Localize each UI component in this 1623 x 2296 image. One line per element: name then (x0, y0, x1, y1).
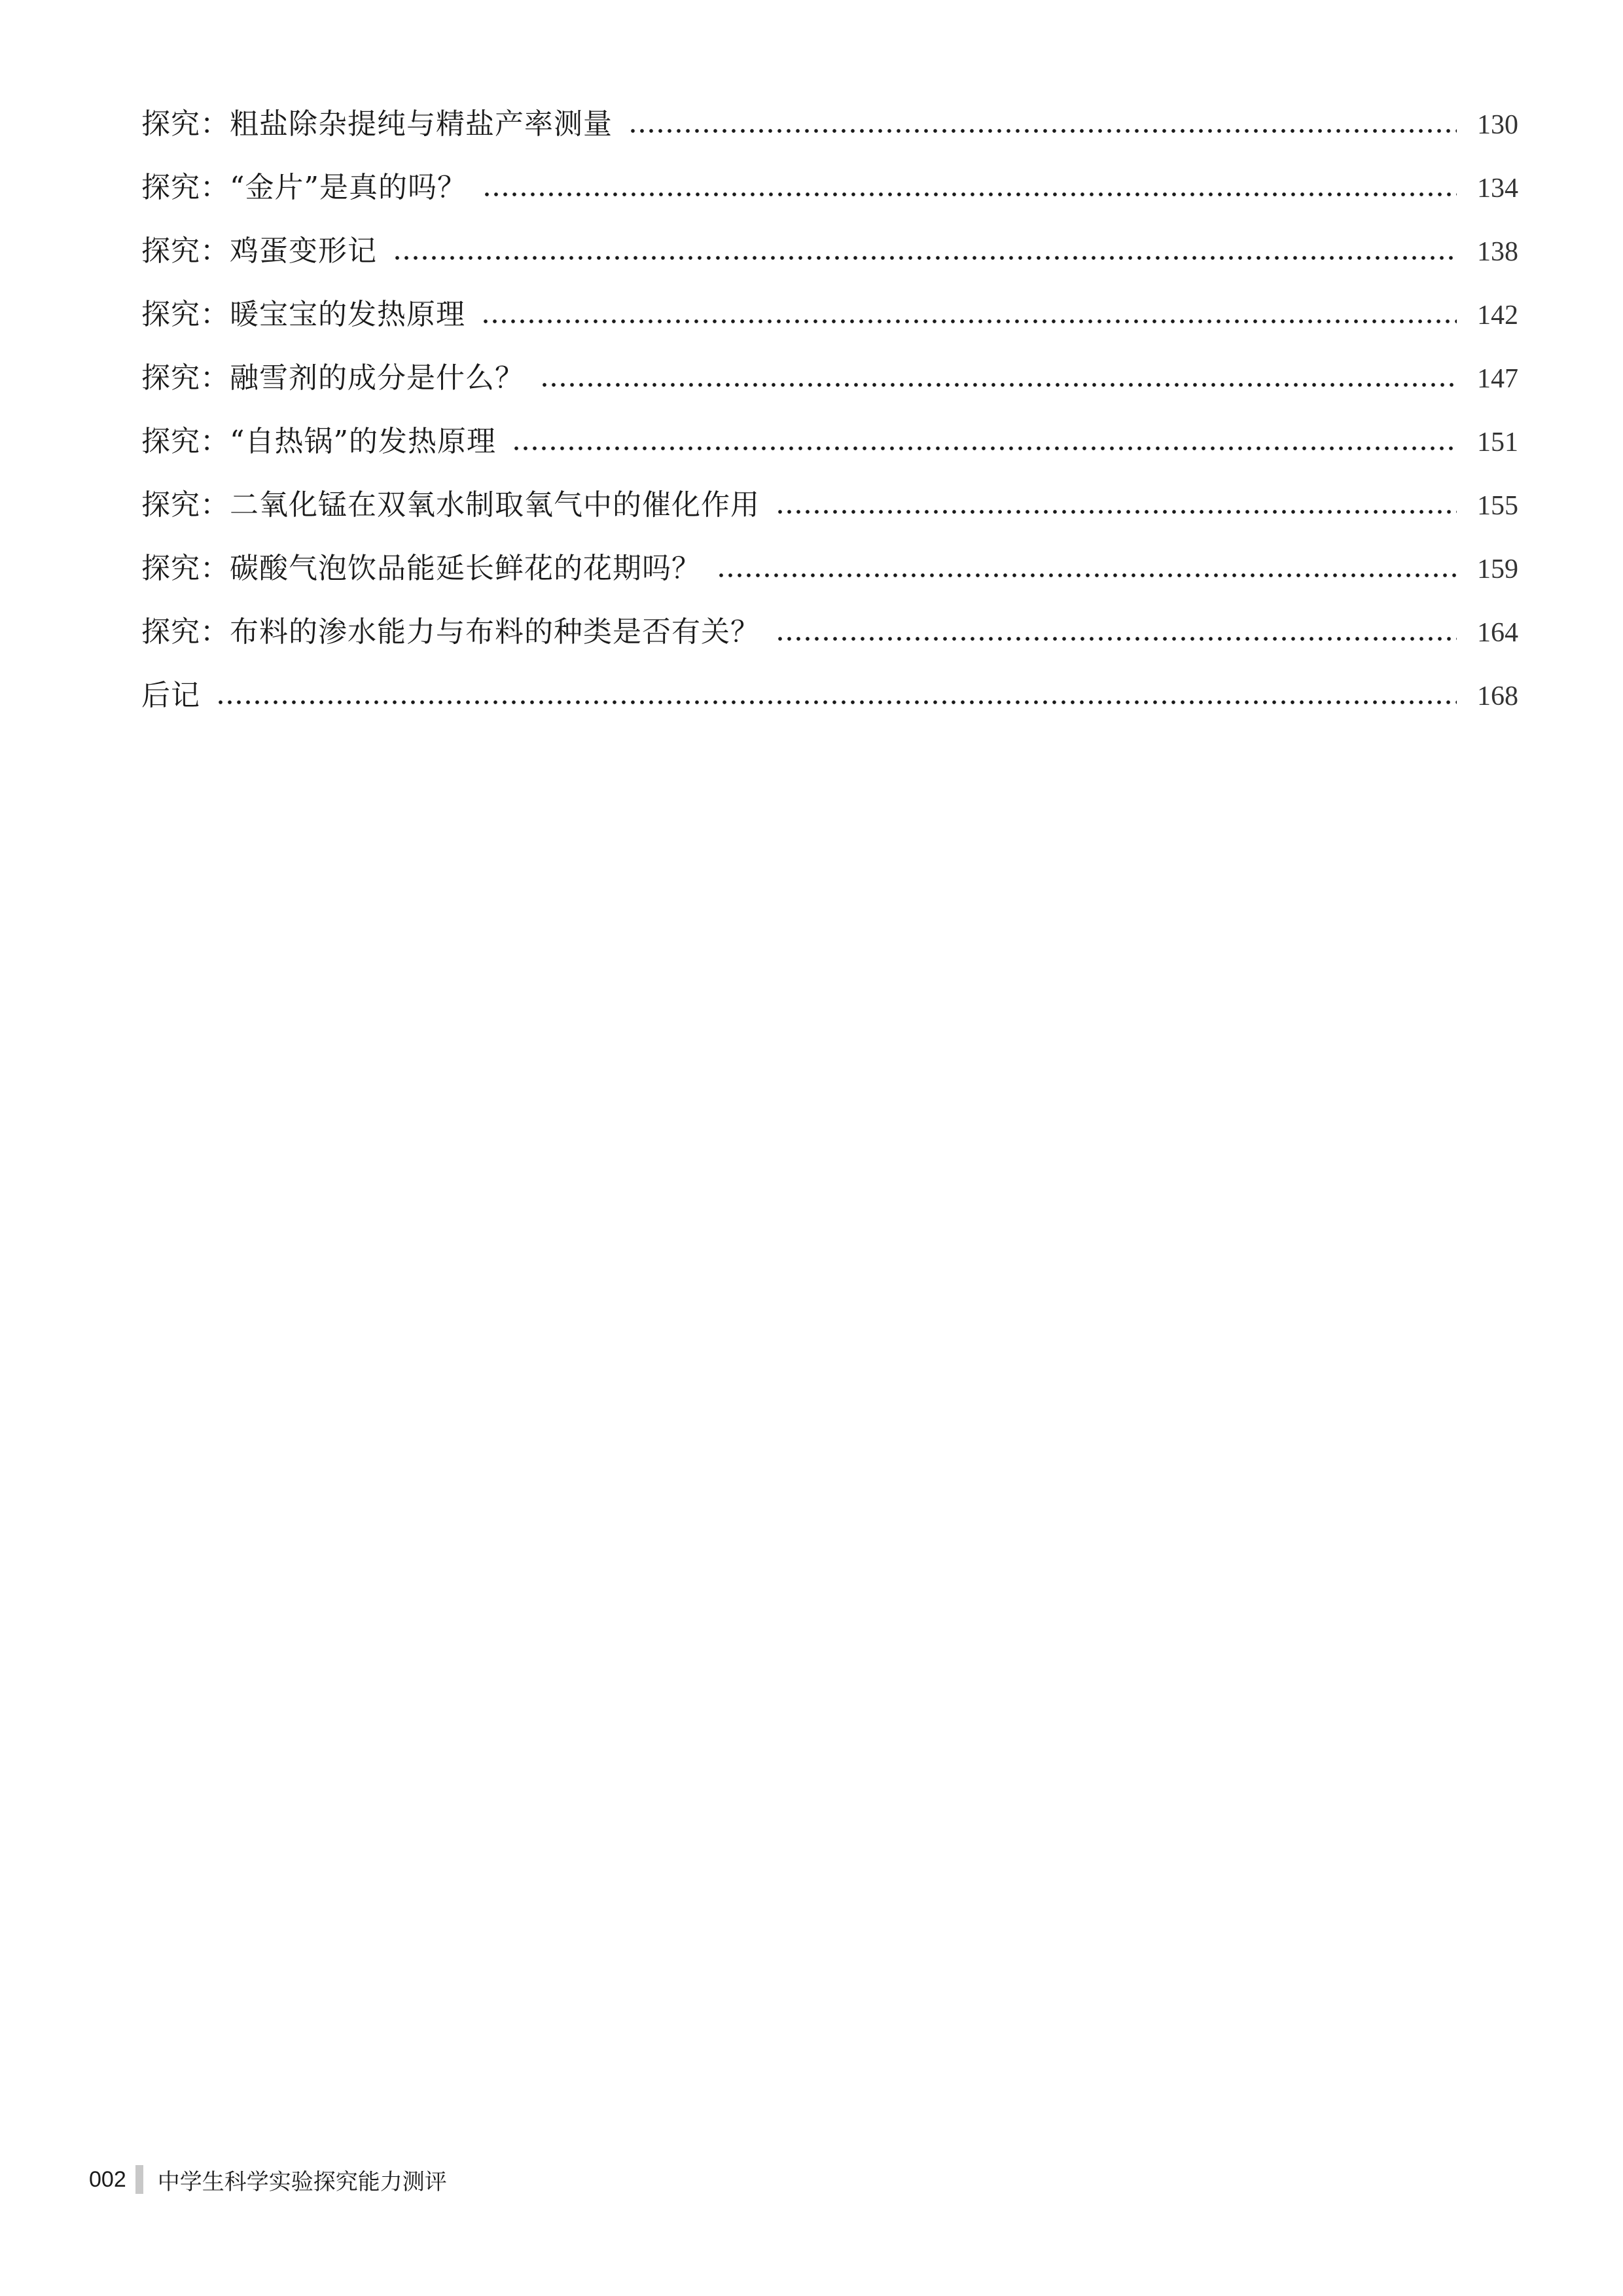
table-of-contents (141, 75, 1518, 710)
toc-entry[interactable] (141, 456, 1518, 520)
toc-entry-title: 探究：“金片”是真的吗？ (141, 171, 467, 204)
dot-leader (512, 446, 1457, 451)
footer-book-title: 中学生科学实验探究能力测评 (157, 2168, 447, 2195)
toc-entry-page: 147 (1477, 364, 1518, 394)
toc-entry[interactable] (141, 647, 1518, 710)
toc-entry[interactable] (141, 393, 1518, 456)
dot-leader (540, 382, 1457, 387)
toc-entry-page: 155 (1477, 491, 1518, 521)
dot-leader (628, 128, 1457, 134)
toc-entry-page: 151 (1477, 427, 1518, 457)
footer-page-number: 002 (89, 2166, 126, 2192)
toc-entry-title: 探究：二氧化锰在双氧水制取氧气中的催化作用 (141, 488, 760, 522)
footer-divider-bar (135, 2165, 143, 2194)
dot-leader (216, 700, 1457, 705)
toc-entry[interactable] (141, 583, 1518, 647)
toc-entry[interactable] (141, 329, 1518, 393)
dot-leader (481, 319, 1457, 324)
toc-entry[interactable] (141, 202, 1518, 266)
toc-entry-title: 探究：“自热锅”的发热原理 (141, 425, 496, 458)
toc-entry-title: 探究：碳酸气泡饮品能延长鲜花的花期吗？ (141, 552, 701, 585)
toc-entry-title: 探究：布料的渗水能力与布料的种类是否有关？ (141, 615, 760, 649)
toc-entry[interactable] (141, 520, 1518, 583)
toc-entry-page: 159 (1477, 554, 1518, 584)
dot-leader (393, 255, 1457, 260)
toc-entry-page: 168 (1477, 681, 1518, 711)
toc-entry-title: 探究：暖宝宝的发热原理 (141, 298, 465, 331)
toc-entry[interactable] (141, 266, 1518, 329)
toc-entry[interactable] (141, 139, 1518, 202)
toc-entry-page: 142 (1477, 300, 1518, 331)
toc-entry-page: 130 (1477, 110, 1518, 140)
toc-entry[interactable] (141, 75, 1518, 139)
toc-entry-page: 164 (1477, 618, 1518, 648)
toc-entry-title: 探究：粗盐除杂提纯与精盐产率测量 (141, 107, 613, 141)
page-footer (89, 2163, 447, 2196)
toc-entry-page: 138 (1477, 237, 1518, 267)
dot-leader (776, 509, 1457, 514)
dot-leader (776, 636, 1457, 641)
toc-entry-title: 探究：鸡蛋变形记 (141, 234, 377, 268)
toc-entry-title: 后记 (141, 679, 200, 712)
dot-leader (717, 573, 1457, 578)
toc-entry-page: 134 (1477, 173, 1518, 204)
dot-leader (482, 192, 1457, 197)
toc-entry-title: 探究：融雪剂的成分是什么？ (141, 361, 524, 395)
